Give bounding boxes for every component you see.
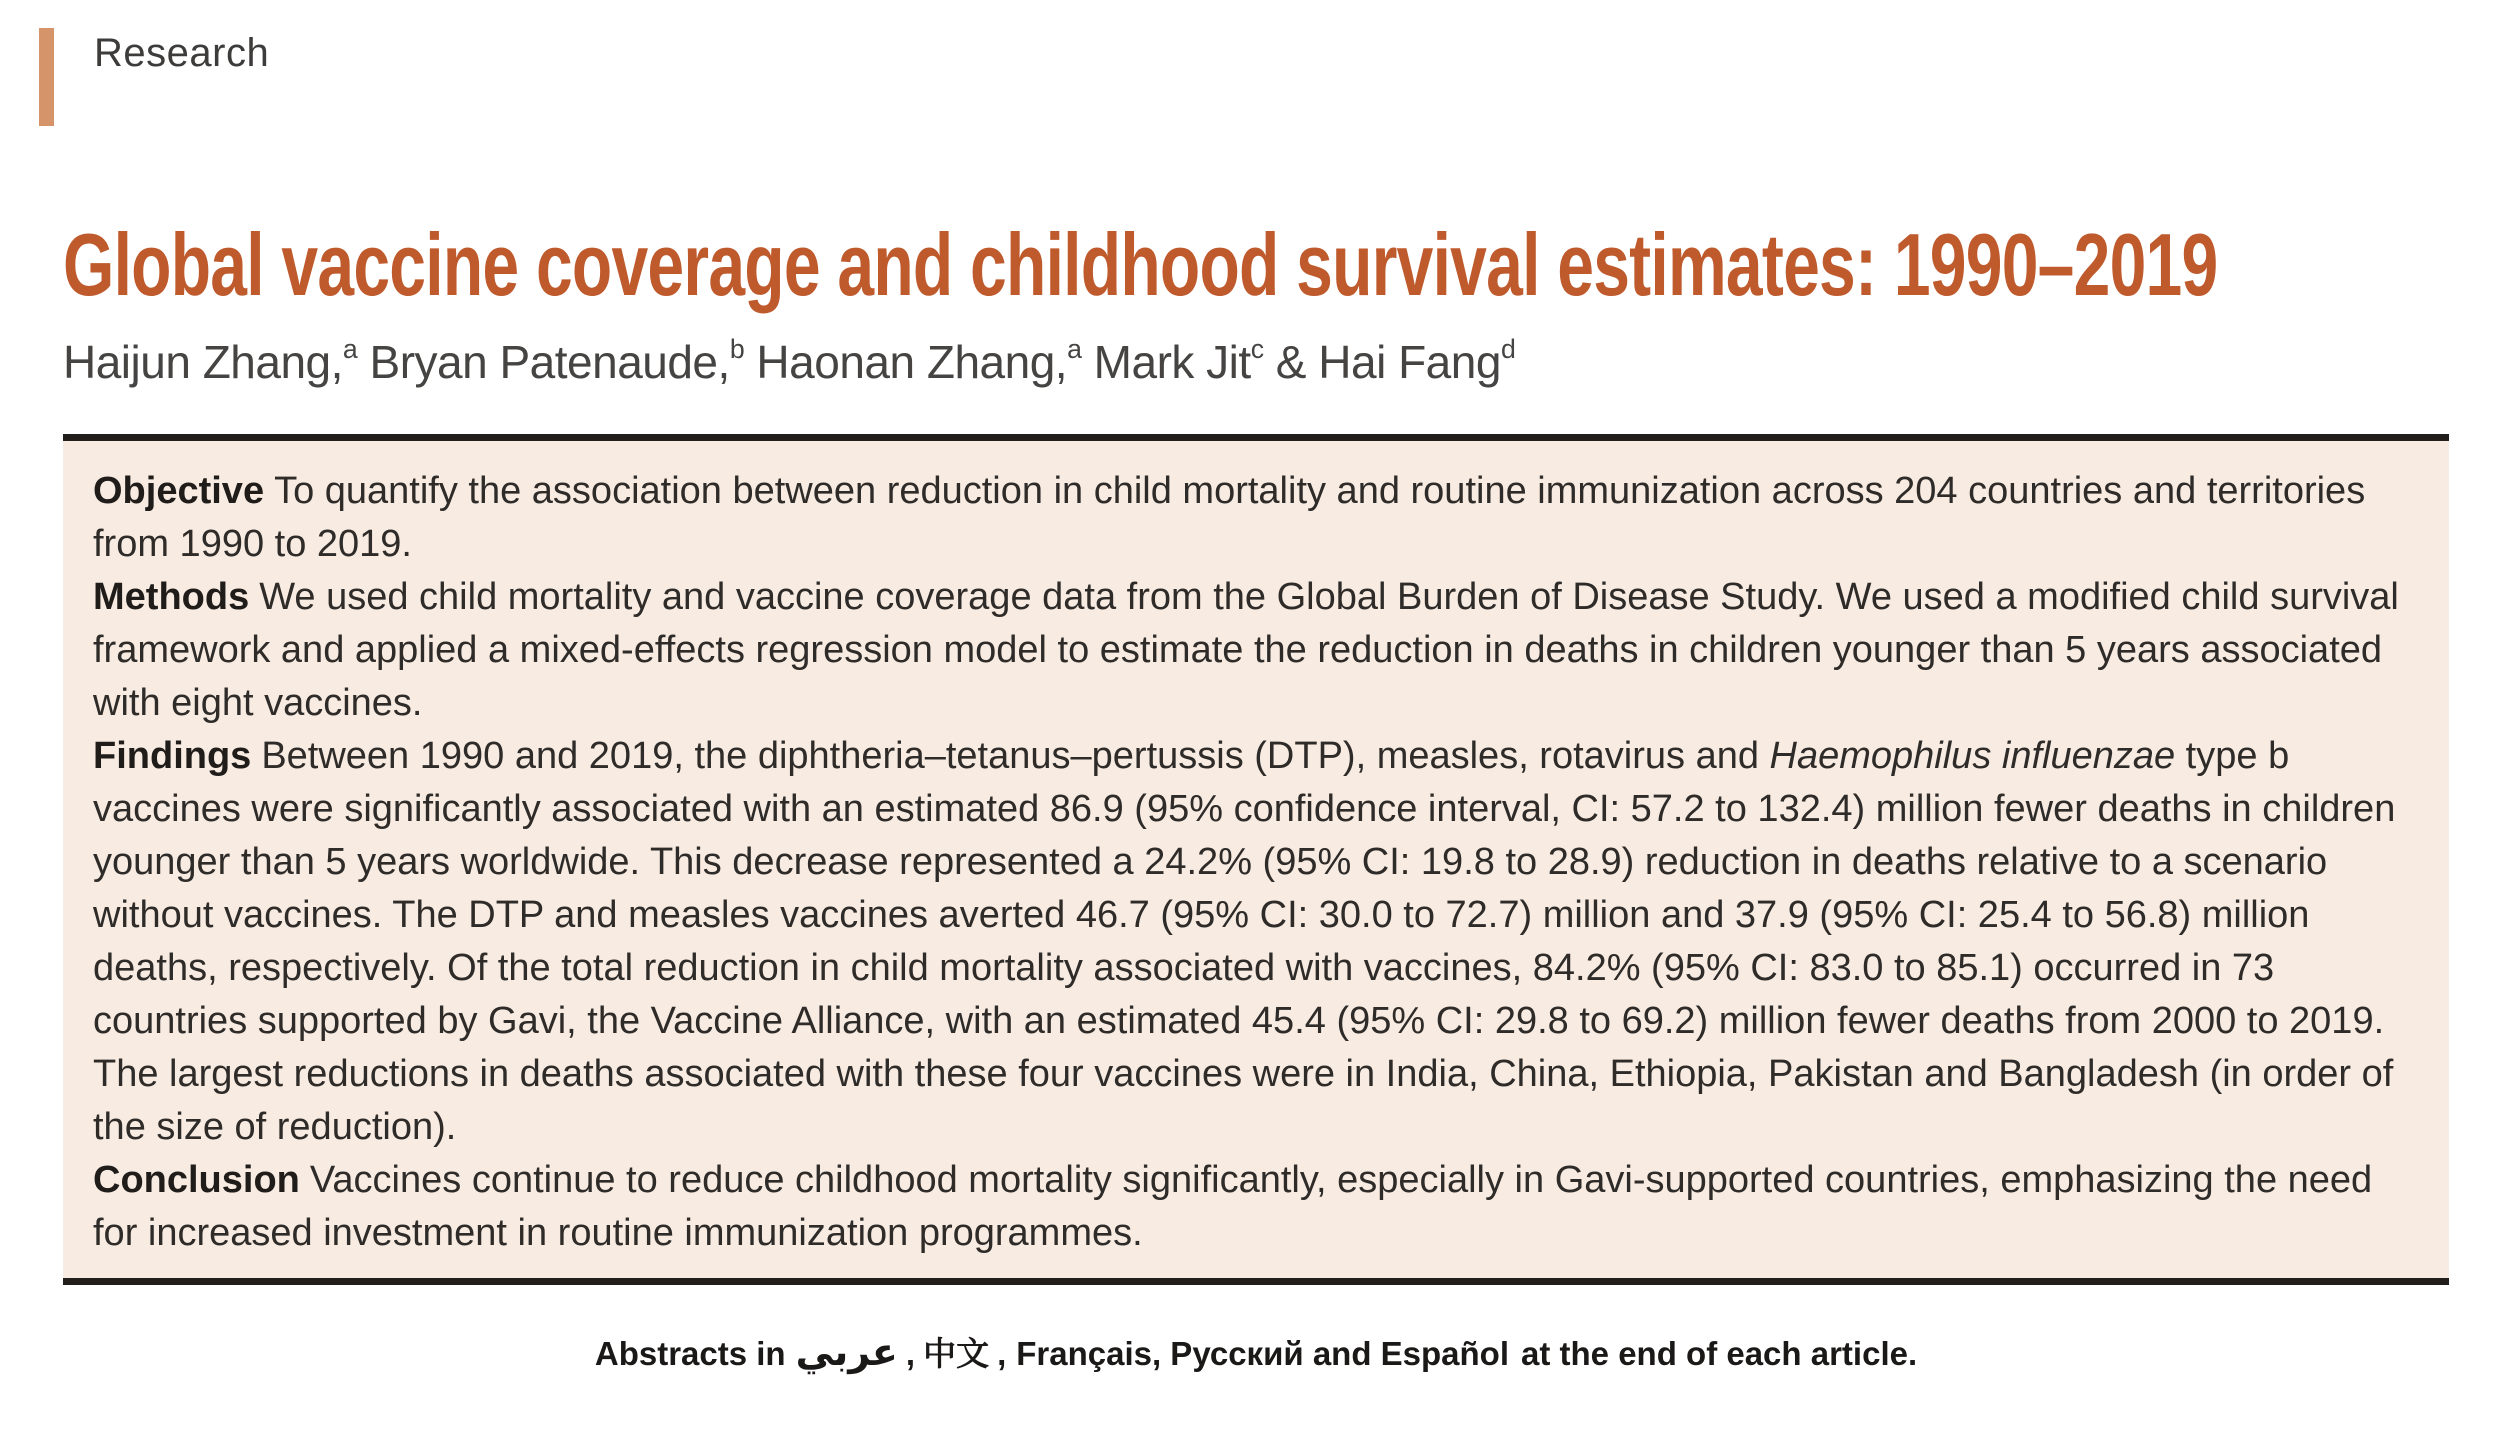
author: Haijun Zhang,$^a$	[63, 334, 358, 388]
abstract-findings-text-2: type b vaccines were significantly associated with an estimated 86.9 (95% confidence interval, CI: 57.2 to 132.4) million fewer deaths in children younger than 5 years worldwide. This decrease represented a 24.2% (95% CI: 19.8 to 28.9) reduction in deaths relative to a scenario without vaccines. The DTP and measles vaccines averted 46.7 (95% CI: 30.0 to 72.7) million and 37.9 (95% CI: 25.4 to 56.8) million deaths, respectively. Of the total reduction in child mortality associated with vaccines, 84.2% (95% CI: 83.0 to 85.1) occurred in 73 countries supported by Gavi, the Vaccine Alliance, with an estimated 45.4 (95% CI: 29.8 to 69.2) million fewer deaths from 2000 to 2019. The largest reductions in deaths associated with these four vaccines were in India, China, Ethiopia, Pakistan and Bangladesh (in order of the size of reduction).	[93, 735, 2396, 1148]
abstract-objective-text: To quantify the association between reduction in child mortality and routine immunization across 204 countries and territories from 1990 to 2019.	[93, 470, 2366, 565]
section-kicker	[63, 28, 2449, 128]
article-header	[63, 28, 2449, 388]
translations-note	[63, 1331, 2449, 1376]
author-affiliation-sup: b	[729, 334, 745, 364]
author: & Hai Fang$^d$	[1263, 334, 1516, 388]
author-line	[63, 336, 2449, 388]
author: Bryan Patenaude,$^b$	[357, 334, 745, 388]
abstract-findings	[93, 730, 2419, 1154]
abstract-findings-text-1: Between 1990 and 2019, the diphtheria–tetanus–pertussis (DTP), measles, rotavirus and	[261, 735, 1770, 777]
abstract-conclusion	[93, 1154, 2419, 1260]
kicker-accent-bar	[39, 28, 54, 126]
translations-note-comma: ,	[905, 1335, 916, 1372]
kicker-label: Research	[94, 31, 270, 75]
article-title: Global vaccine coverage and childhood survival estimates: 1990–2019	[63, 215, 2218, 314]
translations-note-suffix: at the end of each article.	[1521, 1335, 1918, 1372]
abstract-findings-species-italic: Haemophilus influenzae	[1769, 735, 2176, 777]
translations-note-languages: Français, Русский and Español	[1016, 1335, 1510, 1372]
author-affiliation-sup: d	[1500, 334, 1516, 364]
translations-note-chinese: 中文	[923, 1335, 990, 1372]
abstract-objective	[93, 465, 2419, 571]
abstract-methods	[93, 571, 2419, 730]
translations-note-comma: ,	[997, 1335, 1007, 1372]
abstract-conclusion-text: Vaccines continue to reduce childhood mortality significantly, especially in Gavi-supported countries, emphasizing the need for increased investment in routine immunization programmes.	[93, 1159, 2373, 1254]
author-affiliation-sup: a	[1067, 334, 1082, 364]
author-affiliation-sup: c	[1250, 334, 1264, 364]
abstract-findings-label: Findings	[93, 735, 252, 777]
author: Haonan Zhang,$^a$	[744, 334, 1082, 388]
abstract-box	[63, 434, 2449, 1285]
abstract-conclusion-label: Conclusion	[93, 1159, 300, 1201]
translations-note-arabic: عربي	[795, 1332, 898, 1374]
abstract-objective-label: Objective	[93, 470, 265, 512]
translations-note-prefix: Abstracts in	[594, 1335, 786, 1372]
author: Mark Jit$^c$	[1081, 334, 1264, 388]
abstract-methods-text: We used child mortality and vaccine coverage data from the Global Burden of Disease Study. We used a modified child survival framework and applied a mixed-effects regression model to estimate the reduction in deaths in children younger than 5 years associated with eight vaccines.	[93, 576, 2399, 724]
author-affiliation-sup: a	[342, 334, 358, 364]
abstract-methods-label: Methods	[93, 576, 250, 618]
